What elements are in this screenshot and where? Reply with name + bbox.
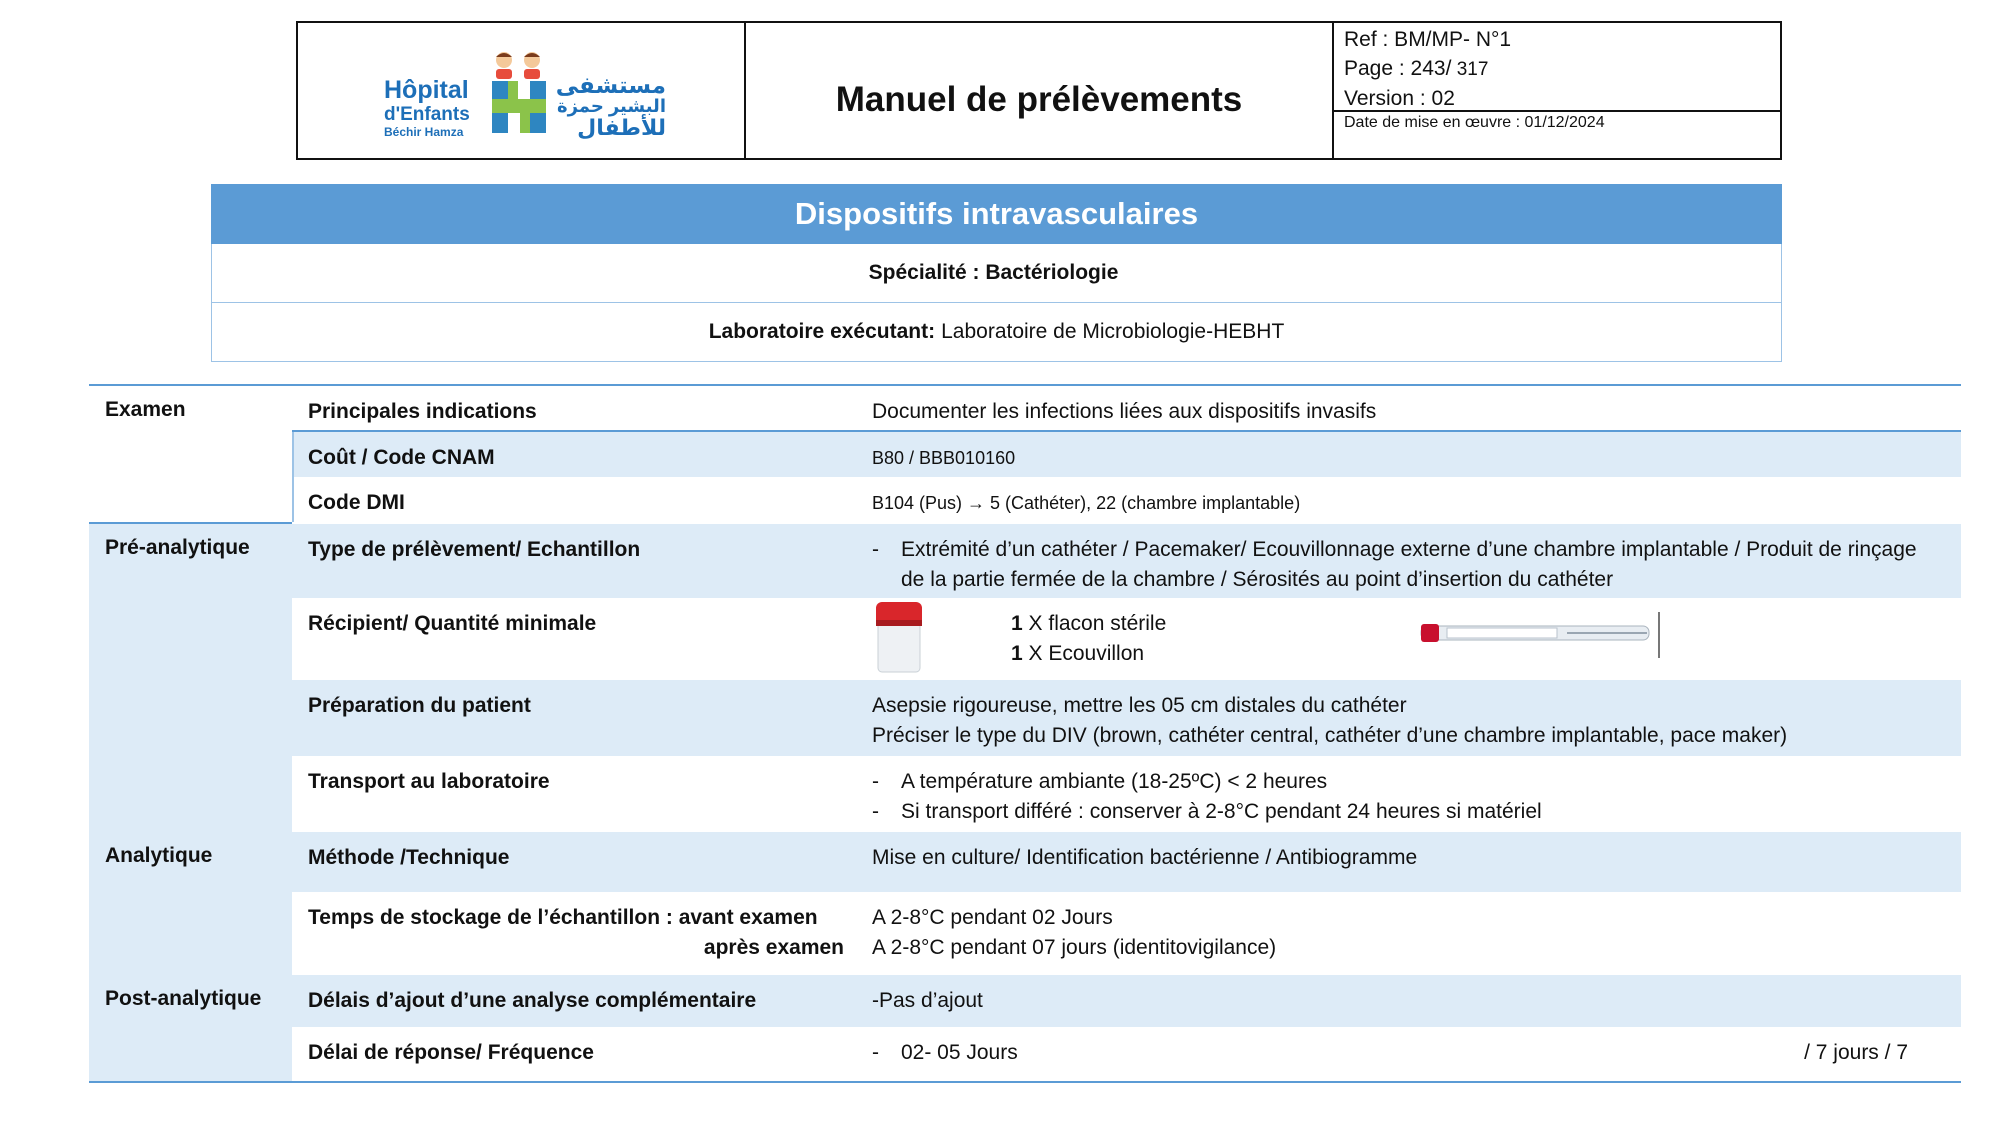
table-row-reponse: Délai de réponse/ Fréquence - 02- 05 Jours / 7 jours / 7 [292,1027,1961,1081]
table-row-stockage [292,892,1961,975]
reponse-frequence: / 7 jours / 7 [1804,1041,1908,1064]
row-label: Récipient/ Quantité minimale [308,612,597,635]
row-value: B104 (Pus) → 5 (Cathéter), 22 (chambre implantable) [872,493,1301,513]
hospital-logo [298,23,746,158]
preparation-line-1: Asepsie rigoureuse, mettre les 05 cm distales du cathéter [872,694,1407,717]
document-header [296,21,1782,160]
section-separator [89,522,292,524]
stockage-label-1: Temps de stockage de l’échantillon : avant examen [308,906,818,929]
row-label: Méthode /Technique [308,846,510,869]
specialite-row [211,244,1782,303]
section-banner: Dispositifs intravasculaires [211,184,1782,244]
table-row-type: Type de prélèvement/ Echantillon - Extrémité d’un cathéter / Pacemaker/ Ecouvillonnage externe d’une chambre implantable / Produit de rinçage de la partie fermée de la chambre / Sérosités au point d’insertion du cathéter [292,524,1961,598]
table-row-preparation [292,680,1961,756]
document-title-cell [746,23,1334,158]
row-value: Extrémité d’un cathéter / Pacemaker/ Ecouvillonnage externe d’une chambre implantable / Produit de rinçage de la partie fermée de la chambre / Sérosités au point d’insertion du cathéter [901,538,1917,591]
reponse-value: 02- 05 Jours [901,1041,1018,1064]
recipient-line-1: 1 X flacon stérile [1011,612,1167,635]
row-value: Mise en culture/ Identification bactérienne / Antibiogramme [872,846,1418,869]
row-label: Type de prélèvement/ Echantillon [308,538,641,561]
labo-label: Laboratoire exécutant: [708,320,936,343]
labo-row [211,303,1782,362]
preparation-line-2: Préciser le type du DIV (brown, cathéter central, cathéter d’une chambre implantable, pace maker) [872,724,1788,747]
stockage-line-1: A 2-8°C pendant 02 Jours [872,906,1113,929]
row-label: Principales indications [308,400,537,423]
examen-left-border [292,432,294,522]
transport-line-2: Si transport différé : conserver à 2-8°C pendant 24 heures si matériel [901,800,1542,823]
row-label: Délais d’ajout d’une analyse complémentaire [308,989,757,1012]
recipient-line-2: 1 X Ecouvillon [1011,642,1145,665]
document-ref: Ref : BM/MP- N°1 [1344,28,1512,51]
row-label: Délai de réponse/ Fréquence [308,1041,594,1064]
logo-text-fr: Hôpital d'Enfants Béchir Hamza [384,76,470,139]
title-block [211,184,1782,362]
table-row-transport: Transport au laboratoire - A température ambiante (18-25ºC) < 2 heures - Si transport différé : conserver à 2-8°C pendant 24 heures si matériel [292,756,1961,832]
row-label: Code DMI [308,491,405,514]
row-label: Transport au laboratoire [308,770,550,793]
hospital-logo-mark-icon [488,51,550,135]
document-page: Page : 243/ 317 [1344,57,1489,80]
section-examen: Examen [89,386,292,522]
stockage-label-2: après examen [703,936,844,959]
row-value: -Pas d’ajout [872,989,983,1012]
table-row-recipient [292,598,1961,680]
section-post-analytique: Post-analytique [89,975,292,1081]
table-bottom-border [89,1081,1961,1083]
section-pre-analytique: Pré-analytique [89,524,292,832]
specialite-label: Spécialité : Bactériologie [868,261,1119,284]
section-analytique: Analytique [89,832,292,975]
document-date: Date de mise en œuvre : 01/12/2024 [1344,114,1605,131]
table-row-delais [292,975,1961,1027]
table-row-methode [292,832,1961,892]
row-value: Documenter les infections liées aux dispositifs invasifs [872,400,1377,423]
document-meta [1334,23,1780,158]
table-row-cout [292,432,1961,477]
document-meta-top [1334,23,1780,112]
row-label: Préparation du patient [308,694,531,717]
document-title: Manuel de prélèvements [835,79,1243,119]
swab-icon [1417,608,1663,660]
logo-text-ar: مستشفى البشير حمزة للأطفال [555,72,666,141]
stockage-line-2: A 2-8°C pendant 07 jours (identitovigilance) [872,936,1277,959]
table-row-dmi [292,477,1961,522]
row-value: B80 / BBB010160 [872,448,1016,468]
row-label: Coût / Code CNAM [308,446,495,469]
document-version: Version : 02 [1344,87,1455,110]
transport-line-1: A température ambiante (18-25ºC) < 2 heures [901,770,1328,793]
table-row-indications [292,386,1961,430]
sterile-jar-icon [872,598,926,676]
labo-value: Laboratoire de Microbiologie-HEBHT [941,320,1285,343]
